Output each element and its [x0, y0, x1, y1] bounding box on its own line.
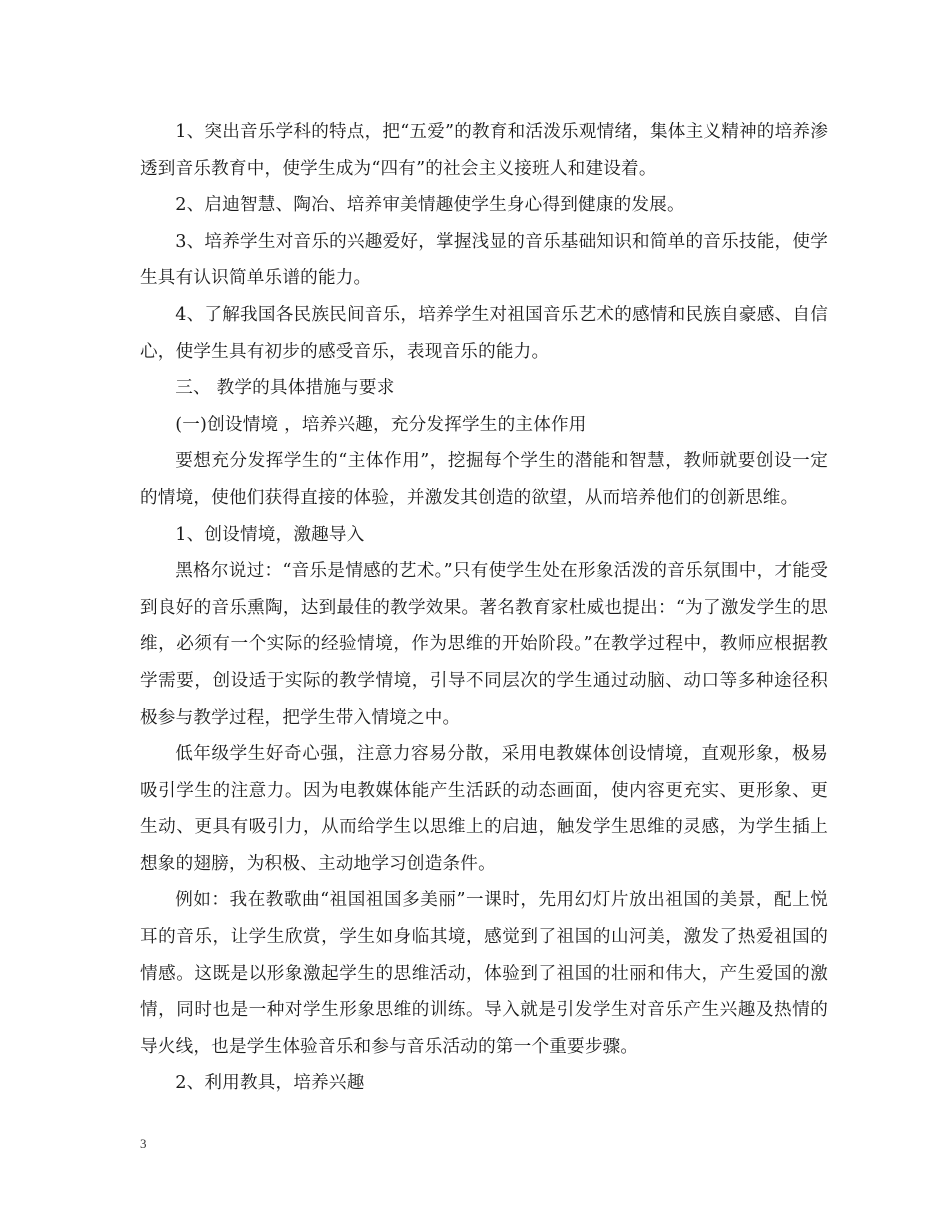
paragraph-goal-2: 2、启迪智慧、陶冶、培养审美情趣使学生身心得到健康的发展。 — [175, 195, 685, 216]
paragraph-multimedia: 低年级学生好奇心强，注意力容易分散，采用电教媒体创设情境，直观形象，极易吸引学生的注意力。因为电教媒体能产生活跃的动态画面，使内容更充实、更形象、更生动、更具有吸引力，从而给学生以思维上的启迪，触发学生思维的灵感，为学生插上想象的翅膀，为积极、主动地学习创造条件。 — [140, 744, 828, 874]
item-heading-2: 2、利用教具，培养兴趣 — [175, 1073, 365, 1094]
paragraph-goal-3: 3、培养学生对音乐的兴趣爱好，掌握浅显的音乐基础知识和简单的音乐技能，使学生具有认识简单乐谱的能力。 — [140, 231, 828, 289]
paragraph-example: 例如：我在教歌曲“祖国祖国多美丽”一课时，先用幻灯片放出祖国的美景，配上悦耳的音乐，让学生欣赏，学生如身临其境，感觉到了祖国的山河美，激发了热爱祖国的情感。这既是以形象激起学生的思维活动，体验到了祖国的壮丽和伟大，产生爱国的激情，同时也是一种对学生形象思维的训练。导入就是引发学生对音乐产生兴趣及热情的导火线，也是学生体验音乐和参与音乐活动的第一个重要步骤。 — [140, 890, 828, 1057]
paragraph-subject-role: 要想充分发挥学生的“主体作用”，挖掘每个学生的潜能和智慧，教师就要创设一定的情境，使他们获得直接的体验，并激发其创造的欲望，从而培养他们的创新思维。 — [140, 451, 828, 508]
paragraph-hegel-quote: 黑格尔说过：“音乐是情感的艺术。”只有使学生处在形象活泼的音乐氛围中，才能受到良好的音乐熏陶，达到最佳的教学效果。著名教育家杜威也提出：“为了激发学生的思维，必须有一个实际的经验情境，作为思维的开始阶段。”在教学过程中，教师应根据教学需要，创设适于实际的教学情境，引导不同层次的学生通过动脑、动口等多种途径积极参与教学过程，把学生带入情境之中。 — [140, 561, 828, 728]
document-body — [140, 114, 828, 1102]
subsection-heading-1: (一)创设情境 ，培养兴趣，充分发挥学生的主体作用 — [175, 414, 587, 435]
paragraph-goal-4: 4、了解我国各民族民间音乐，培养学生对祖国音乐艺术的感情和民族自豪感、自信心，使学生具有初步的感受音乐，表现音乐的能力。 — [140, 304, 828, 362]
section-heading-3: 三、 教学的具体措施与要求 — [175, 378, 395, 399]
paragraph-goal-1: 1、突出音乐学科的特点，把“五爱”的教育和活泼乐观情绪，集体主义精神的培养渗透到音乐教育中，使学生成为“四有”的社会主义接班人和建设着。 — [140, 122, 828, 179]
item-heading-1: 1、创设情境，激趣导入 — [175, 524, 365, 545]
page-number: 3 — [140, 1136, 147, 1151]
